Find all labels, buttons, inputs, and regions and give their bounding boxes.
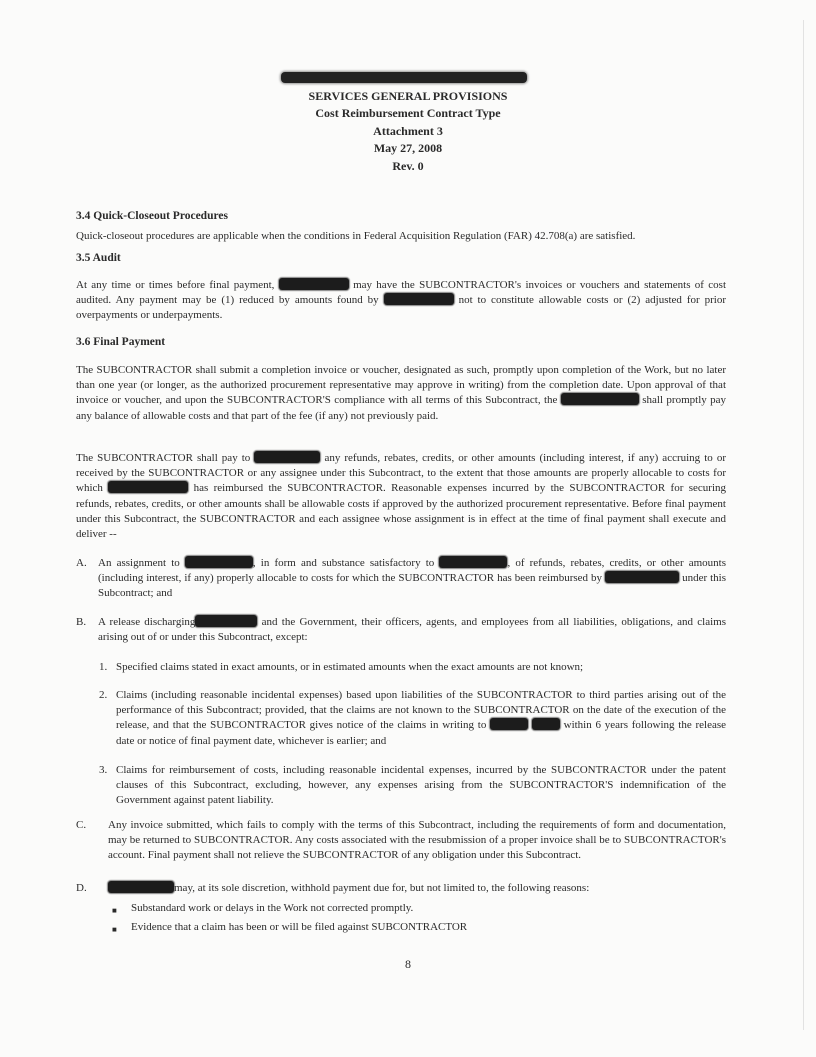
header-attachment: Attachment 3 [373,123,443,138]
item-2-text: Claims (including reasonable incidental expenses) based upon liabilities of the SUBCONTRACTOR to third parties arising out of the performance of this Subcontract; provided, that the claims are not known to the SUBCONTRACTOR on the date of the execution of the release, and that the SUBCONTRACTOR gives notice of the claims in writing to within 6 years following the release date or notice of final payment date, whichever is earlier; and [116,689,727,747]
item-a-label: A. [76,557,87,569]
bullet-item: Evidence that a claim has been or will be filed against SUBCONTRACTOR [131,921,468,933]
redaction [532,718,560,730]
item-3-label: 3. [99,764,108,776]
bullet-marker: ■ [112,925,117,934]
section-3-5-heading: 3.5 Audit [76,252,121,264]
bullet-marker: ■ [112,906,117,915]
item-3-text: Claims for reimbursement of costs, including reasonable incidental expenses, incurred by the SUBCONTRACTOR under the patent clauses of this Subcontract, excluding, however, any expenses arising from the SUBCONTRACTOR'S indemnification of the Government against patent liability. [116,764,726,807]
redaction [561,393,639,405]
redaction [254,451,320,463]
redaction [108,481,188,493]
redaction [605,571,679,583]
redaction [490,718,528,730]
section-3-4-heading: 3.4 Quick-Closeout Procedures [76,210,228,222]
redaction [439,556,507,568]
item-c-text: Any invoice submitted, which fails to comply with the terms of this Subcontract, including the requirements of form and documentation, may be returned to SUBCONTRACTOR. Any costs associated with the resubmission of a proper invoice shall be to SUBCONTRACTOR's account. Final payment shall not relieve the SUBCONTRACTOR of any obligation under this Subcontract. [108,819,726,862]
redaction [195,615,257,627]
redaction [279,278,349,290]
document-header [0,88,816,175]
item-a-text: An assignment to , in form and substance satisfactory to , of refunds, rebates, credits, or other amounts (including interest, if any) properly allocable to costs for which the SUBCONTRACTOR has been reimbursed by under this Subcontract; and [98,557,727,600]
item-c-label: C. [76,819,87,831]
header-title: SERVICES GENERAL PROVISIONS [308,89,508,103]
item-2-label: 2. [99,689,108,701]
redaction [384,293,454,305]
section-3-6-para-1: The SUBCONTRACTOR shall submit a completion invoice or voucher, designated as such, promptly upon completion of the Work, but no later than one year (or longer, as the authorized procurement representative may approve in writing) from the completion date. Upon approval of that invoice or voucher, and upon the SUBCONTRACTOR'S compliance with all terms of this Subcontract, the shall promptly pay any balance of allowable costs and that part of the fee (if any) not previously paid. [76,364,727,422]
item-d-text: may, at its sole discretion, withhold payment due for, but not limited to, the following reasons: [108,881,726,896]
header-redaction [281,72,527,83]
item-1-label: 1. [99,661,108,673]
redaction [185,556,253,568]
section-3-5-text: At any time or times before final payment, may have the SUBCONTRACTOR's invoices or vouchers and statements of cost audited. Any payment may be (1) reduced by amounts found by not to constitute allowable costs or (2) adjusted for prior overpayments or underpayments. [76,279,727,322]
header-revision: Rev. 0 [392,158,424,173]
section-3-6-heading: 3.6 Final Payment [76,336,166,348]
item-b-text: A release discharging and the Government, their officers, agents, and employees from all liabilities, obligations, and claims arising out of or under this Subcontract, except: [98,616,726,644]
header-subtitle: Cost Reimbursement Contract Type [315,106,501,121]
item-1-text: Specified claims stated in exact amounts, or in estimated amounts when the exact amounts are not known; [116,661,584,673]
item-b-label: B. [76,616,87,628]
section-3-6-para-2: The SUBCONTRACTOR shall pay to any refunds, rebates, credits, or other amounts (including interest, if any) accruing to or received by the SUBCONTRACTOR or any assignee under this Subcontract, to the extent that those amounts are properly allocable to costs for which has reimbursed the SUBCONTRACTOR. Reasonable expenses incurred by the SUBCONTRACTOR for securing refunds, rebates, credits, or other amounts shall be allowable costs if approved by the authorized procurement representative. Before final payment under this Subcontract, the SUBCONTRACTOR and each assignee whose assignment is in effect at the time of final payment shall execute and deliver -- [76,452,727,541]
redaction [108,881,174,893]
header-date: May 27, 2008 [373,141,443,156]
item-d-label: D. [76,882,87,894]
bullet-item: Substandard work or delays in the Work not corrected promptly. [131,902,414,914]
page-number: 8 [405,957,411,971]
section-3-4-text: Quick-closeout procedures are applicable when the conditions in Federal Acquisition Regulation (FAR) 42.708(a) are satisfied. [76,230,636,242]
